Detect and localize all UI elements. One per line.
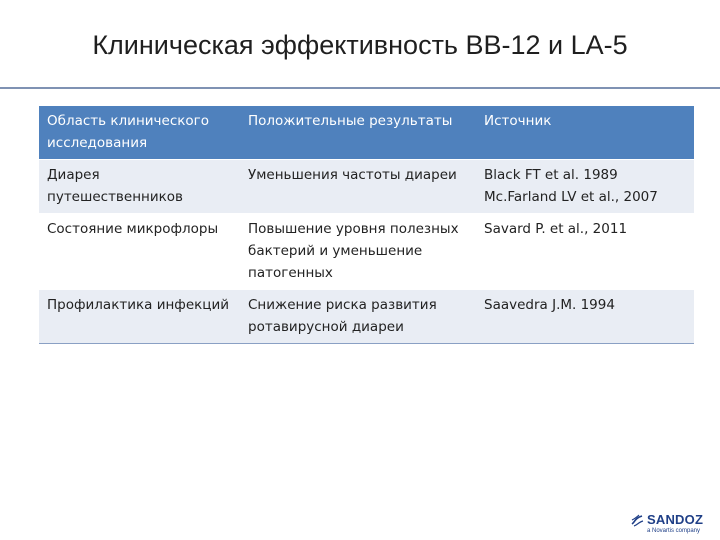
cell-source: Savard P. et al., 2011 [476,214,694,290]
cell-source: Saavedra J.M. 1994 [476,290,694,344]
table-row [39,290,694,344]
table-header-row [39,106,694,160]
cell-results: Повышение уровня полезных бактерий и уменьшение патогенных [240,214,476,290]
header-cell-source: Источник [476,106,694,160]
sandoz-logo [630,512,714,536]
cell-results: Снижение риска развития ротавирусной диареи [240,290,476,344]
title-divider [0,87,720,89]
table-row [39,214,694,290]
logo-wordmark: SANDOZ [647,512,704,527]
logo-tagline: a Novartis company [647,528,701,534]
sandoz-logo-icon [630,513,644,527]
header-cell-area: Область клинического исследования [39,106,240,160]
table-row [39,160,694,214]
header-cell-results: Положительные результаты [240,106,476,160]
cell-results: Уменьшения частоты диареи [240,160,476,214]
cell-area: Диарея путешественников [39,160,240,214]
cell-source: Black FT et al. 1989 Mc.Farland LV et al., 2007 [476,160,694,214]
cell-area: Состояние микрофлоры [39,214,240,290]
slide-title: Клиническая эффективность BB-12 и LA-5 [92,30,628,60]
clinical-efficacy-table [39,106,694,344]
cell-area: Профилактика инфекций [39,290,240,344]
